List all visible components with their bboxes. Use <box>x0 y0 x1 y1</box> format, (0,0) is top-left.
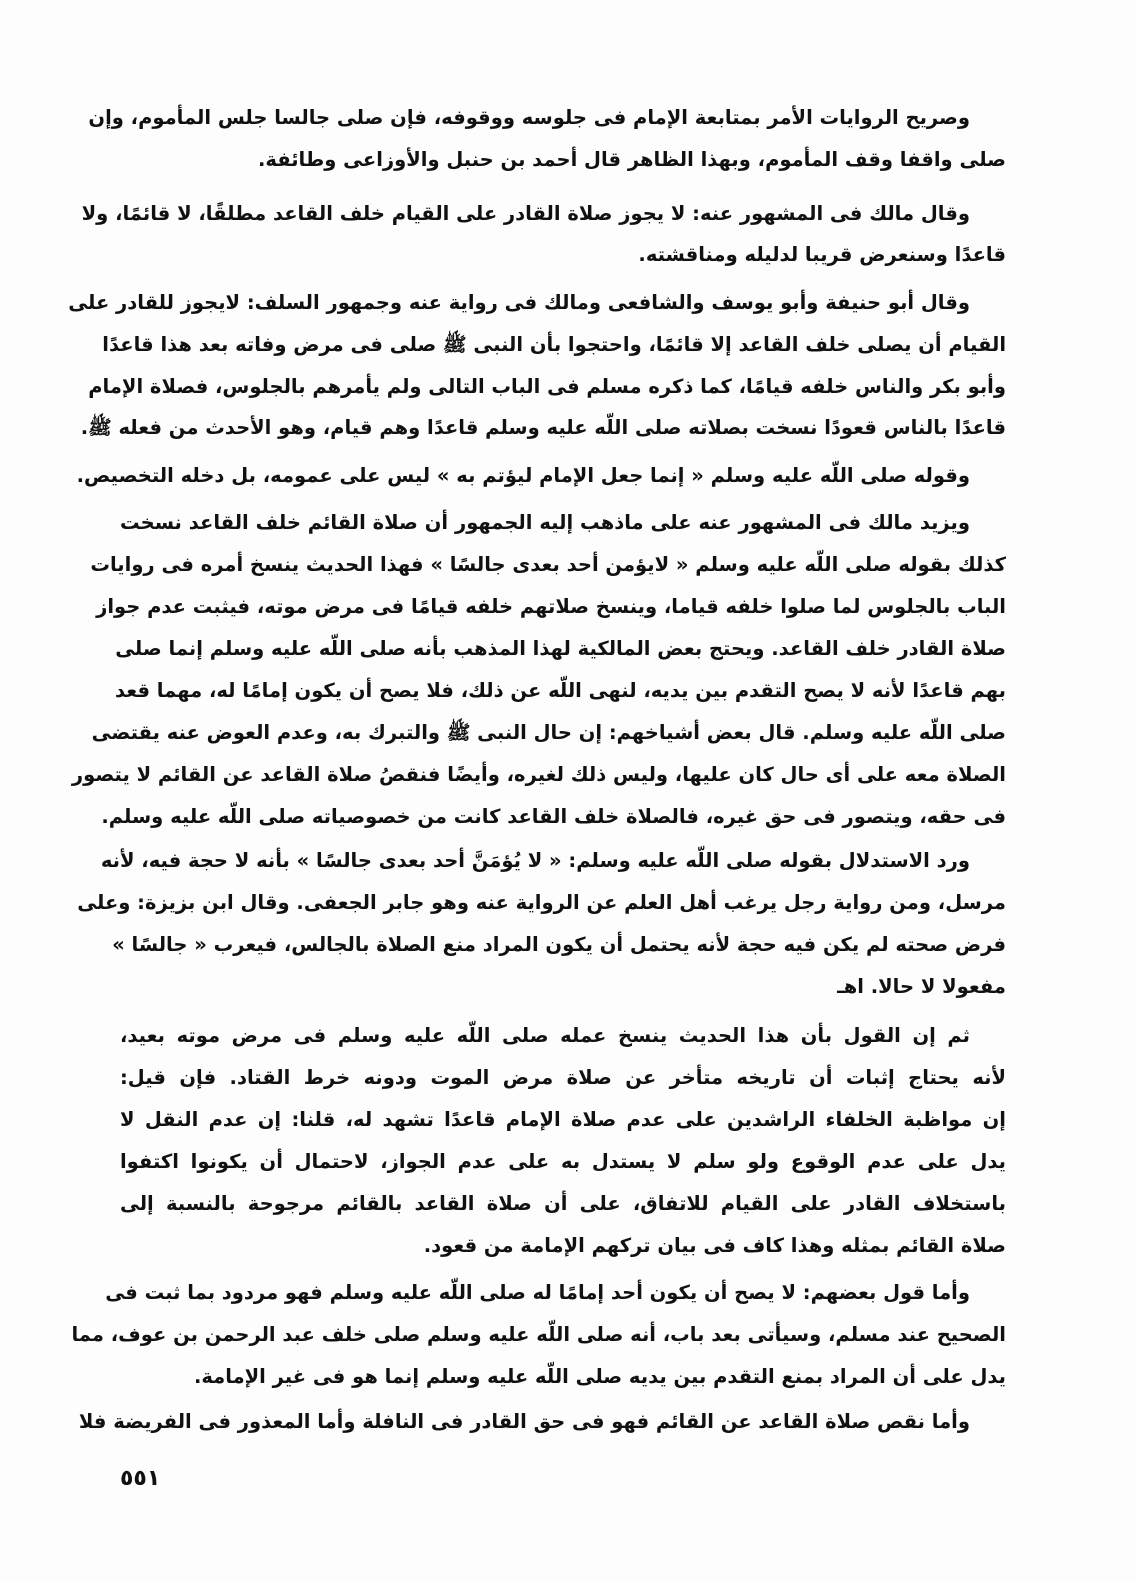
text-line: الصلاة معه على أى حال كان عليها، وليس ذلك لغيره، وأيضًا فنقصُ صلاة القاعد عن القائم لا يتصور <box>71 763 1006 786</box>
text-line: صلى اللّه عليه وسلم. قال بعض أشياخهم: إن حال النبى ﷺ والتبرك به، وعدم العوض عنه يقتضى <box>91 721 1006 744</box>
text-line: وأما قول بعضهم: لا يصح أن يكون أحد إمامًا له صلى اللّه عليه وسلم فهو مردود بما ثبت فى <box>105 1281 970 1304</box>
text-line: بهم قاعدًا لأنه لا يصح التقدم بين يديه، لنهى اللّه عن ذلك، فلا يصح أن يكون إمامًا له، مهما قعد <box>114 679 1006 702</box>
page-number: ٥٥١ <box>120 1466 161 1491</box>
text-line: وصريح الروايات الأمر بمتابعة الإمام فى جلوسه ووقوفه، فإن صلى جالسا جلس المأموم، وإن <box>88 106 970 129</box>
text-line: وقوله صلى اللّه عليه وسلم « إنما جعل الإمام ليؤتم به » ليس على عمومه، بل دخله التخصيص. <box>76 464 970 487</box>
text-line: ثم إن القول بأن هذا الحديث ينسخ عمله صلى اللّه عليه وسلم فى مرض موته بعيد، <box>120 1024 970 1047</box>
text-line: فرض صحته لم يكن فيه حجة لأنه يحتمل أن يكون المراد منع الصلاة بالجالس، فيعرب « جالسًا » <box>112 933 1006 956</box>
text-line: صلى واقفا وقف المأموم، وبهذا الظاهر قال أحمد بن حنبل والأوزاعى وطائفة. <box>257 148 1006 171</box>
text-line: يدل على أن المراد بمنع التقدم بين يديه صلى اللّه عليه وسلم إنما هو فى غير الإمامة. <box>193 1365 1006 1388</box>
text-line: صلاة القادر خلف القاعد. ويحتج بعض المالكية لهذا المذهب بأنه صلى اللّه عليه وسلم إنما صلى <box>115 637 1006 660</box>
text-line: باستخلاف القادر على القيام للاتفاق، على أن صلاة القاعد بالقائم مرجوحة بالنسبة إلى <box>120 1192 1006 1215</box>
text-line: كذلك بقوله صلى اللّه عليه وسلم « لايؤمن أحد بعدى جالسًا » فهذا الحديث ينسخ أمره فى روايات <box>90 553 1006 576</box>
text-line: يدل على عدم الوقوع ولو سلم لا يستدل به على عدم الجواز، لاحتمال أن يكونوا اكتفوا <box>120 1150 1006 1173</box>
text-line: وأما نقص صلاة القاعد عن القائم فهو فى حق القادر فى النافلة وأما المعذور فى الفريضة فلا <box>78 1410 970 1433</box>
text-line: صلاة القائم بمثله وهذا كاف فى بيان تركهم الإمامة من قعود. <box>423 1234 1006 1257</box>
text-line: وقال مالك فى المشهور عنه: لا يجوز صلاة القادر على القيام خلف القاعد مطلقًا، لا قائمًا، ولا <box>81 202 970 225</box>
text-line: وأبو بكر والناس خلفه قيامًا، كما ذكره مسلم فى الباب التالى ولم يأمرهم بالجلوس، فصلاة الإمام <box>88 375 1006 398</box>
text-line: فى حقه، ويتصور فى حق غيره، فالصلاة خلف القاعد كانت من خصوصياته صلى اللّه عليه وسلم. <box>101 805 1006 828</box>
text-line: قاعدًا بالناس قعودًا نسخت بصلاته صلى اللّه عليه وسلم قاعدًا وهم قيام، وهو الأحدث من فعله ﷺ. <box>80 416 1006 439</box>
text-line: القيام أن يصلى خلف القاعد إلا قائمًا، واحتجوا بأن النبى ﷺ صلى فى مرض وفاته بعد هذا قاعدًا <box>102 333 1006 356</box>
text-line: مفعولا لا حالا. اهـ <box>837 975 1006 998</box>
text-line: وقال أبو حنيفة وأبو يوسف والشافعى ومالك فى رواية عنه وجمهور السلف: لايجوز للقادر على <box>68 291 970 314</box>
text-line: ورد الاستدلال بقوله صلى اللّه عليه وسلم: « لا يُؤمَنَّ أحد بعدى جالسًا » بأنه لا حجة فيه، لأنه <box>100 849 970 872</box>
text-line: قاعدًا وسنعرض قريبا لدليله ومناقشته. <box>638 243 1006 266</box>
text-line: إن مواظبة الخلفاء الراشدين على عدم صلاة الإمام قاعدًا تشهد له، قلنا: إن عدم النقل لا <box>120 1108 1006 1131</box>
text-line: مرسل، ومن رواية رجل يرغب أهل العلم عن الرواية عنه وهو جابر الجعفى. وقال ابن بزيزة: وعلى <box>77 891 1006 914</box>
text-line: لأنه يحتاج إثبات أن تاريخه متأخر عن صلاة مرض الموت ودونه خرط القتاد. فإن قيل: <box>120 1066 1006 1089</box>
text-line: الصحيح عند مسلم، وسيأتى بعد باب، أنه صلى اللّه عليه وسلم صلى خلف عبد الرحمن بن عوف، مما <box>71 1323 1006 1346</box>
text-line: ويزيد مالك فى المشهور عنه على ماذهب إليه الجمهور أن صلاة القائم خلف القاعد نسخت <box>120 511 970 534</box>
text-line: الباب بالجلوس لما صلوا خلفه قياما، وينسخ صلاتهم خلفه قيامًا فى مرض موته، فيثبت عدم جواز <box>96 595 1006 618</box>
